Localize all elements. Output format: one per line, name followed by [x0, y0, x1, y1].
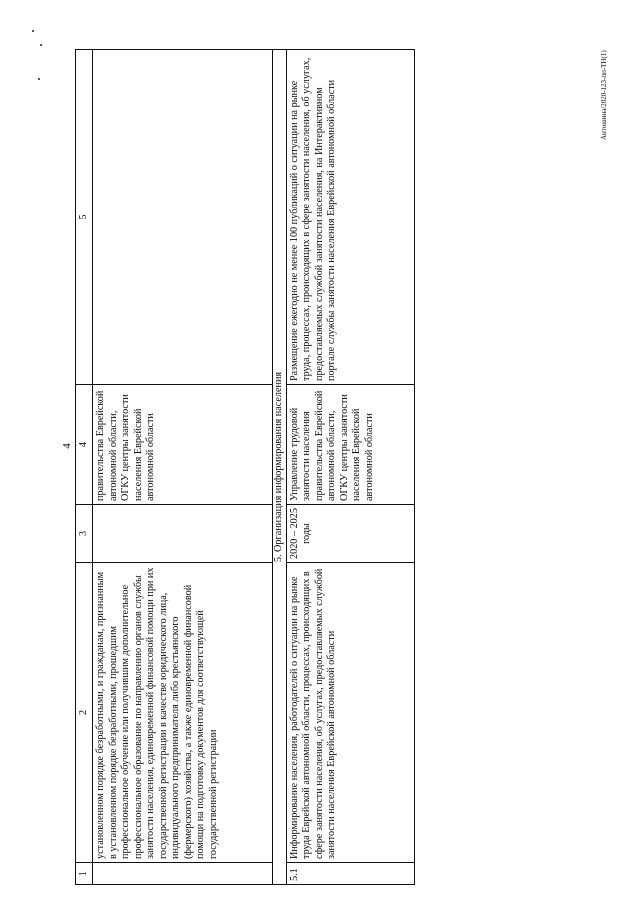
header-cell: 5 — [76, 50, 93, 385]
rotated-table-wrapper — [75, 50, 415, 885]
table-cell — [93, 505, 273, 563]
scan-speck — [32, 30, 34, 32]
table-cell: установленном порядке безработными, и гражданам, признанным в установленном порядке безработными, прошедшим профессиональное обучение или получившим дополнительное профессиональное образование по направлению органов службы занятости населения, единовременной финансовой помощи при их государственной регистрации в качестве юридического лица, индивидуального предпринимателя либо крестьянского (фермерского) хозяйства, а также единовременной финансовой помощи на подготовку документов для соответствующей государственной регистрации — [93, 563, 273, 863]
scan-speck — [38, 78, 40, 80]
table-cell: Информирование населения, работодателей о ситуации на рынке труда Еврейской автономной области, процессах, происходящих в сфере занятости населения, об услугах, предоставляемых службой занятости населения Еврейской автономной области — [286, 563, 415, 863]
table-cell: 2020 – 2025 годы — [286, 505, 415, 563]
table-cell: правительства Еврейской автономной области, ОГКУ центры занятости населения Еврейской автономной области — [93, 385, 273, 505]
header-cell: 1 — [76, 863, 93, 885]
table-row — [93, 50, 273, 885]
header-cell: 3 — [76, 505, 93, 563]
table-row — [286, 50, 415, 885]
section-heading: 5. Организация информирования населения — [273, 50, 287, 885]
table-cell: Управление трудовой занятости населения правительства Еврейской автономной области, ОГКУ центры занятости населения Еврейской автономной области — [286, 385, 415, 505]
page-number: 4 — [60, 443, 73, 449]
measures-table — [75, 49, 415, 885]
table-cell — [93, 50, 273, 385]
section-row — [273, 50, 287, 885]
header-cell: 4 — [76, 385, 93, 505]
table-header-row — [76, 50, 93, 885]
table-cell: Размещение ежегодно не менее 100 публикаций о ситуации на рынке труда, процессах, происходящих в сфере занятости населения, об услугах, предоставляемых службой занятости населения, на Интерактивном портале службы занятости населения Еврейской автономной области — [286, 50, 415, 385]
table-cell — [93, 863, 273, 885]
header-cell: 2 — [76, 563, 93, 863]
scan-speck — [40, 44, 42, 46]
row-number: 5.1 — [286, 863, 415, 885]
document-code: Антошина/2020-123-пп-ТН(1) — [600, 50, 608, 140]
